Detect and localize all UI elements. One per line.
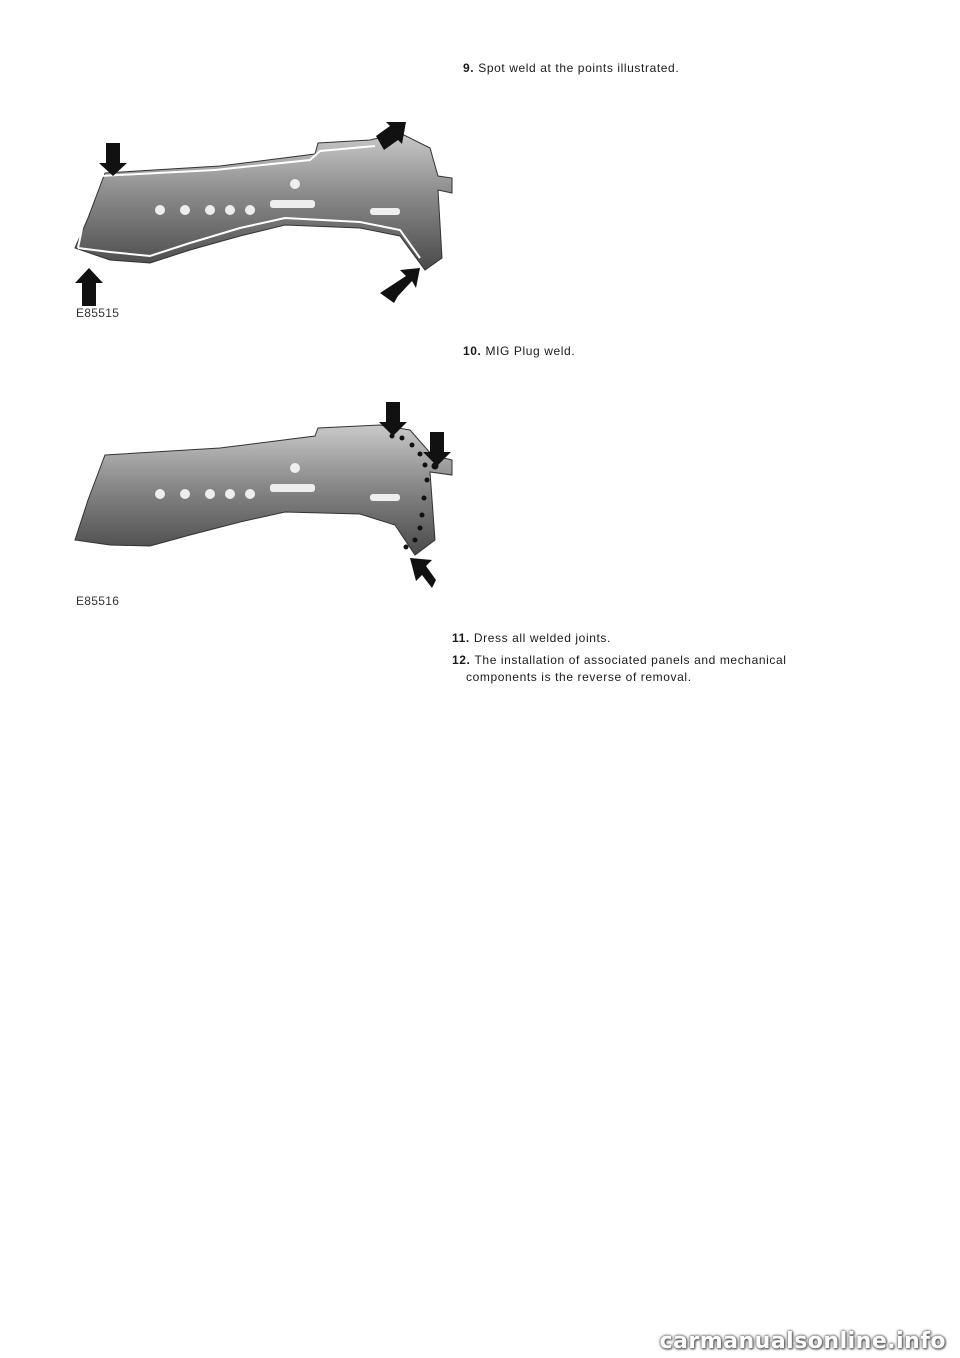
step-text-continued: components is the reverse of removal.: [466, 670, 692, 684]
figure-code: E85515: [76, 306, 120, 320]
step-number: 9.: [463, 61, 475, 75]
step-12: [452, 652, 787, 686]
rail-panel: [75, 425, 452, 555]
figure-mig-plug-weld: [70, 400, 470, 595]
step-number: 11.: [452, 631, 470, 645]
figure-code: E85516: [76, 594, 120, 608]
step-10: [463, 343, 575, 360]
step-number: 10.: [463, 344, 482, 358]
step-text: MIG Plug weld.: [485, 344, 576, 358]
arrow-icon: [99, 143, 127, 176]
arrow-icon: [75, 268, 103, 306]
step-11: [452, 630, 611, 647]
step-9: [463, 60, 679, 77]
step-text: The installation of associated panels and mechanical: [474, 653, 787, 667]
figure-spot-weld: [70, 118, 470, 308]
step-number: 12.: [452, 653, 471, 667]
rail-panel: [75, 133, 452, 270]
step-text: Dress all welded joints.: [473, 631, 611, 645]
step-text: Spot weld at the points illustrated.: [478, 61, 680, 75]
arrow-icon: [380, 268, 420, 303]
arrow-icon: [410, 558, 436, 588]
watermark: carmanualsonline.info: [659, 1329, 946, 1354]
